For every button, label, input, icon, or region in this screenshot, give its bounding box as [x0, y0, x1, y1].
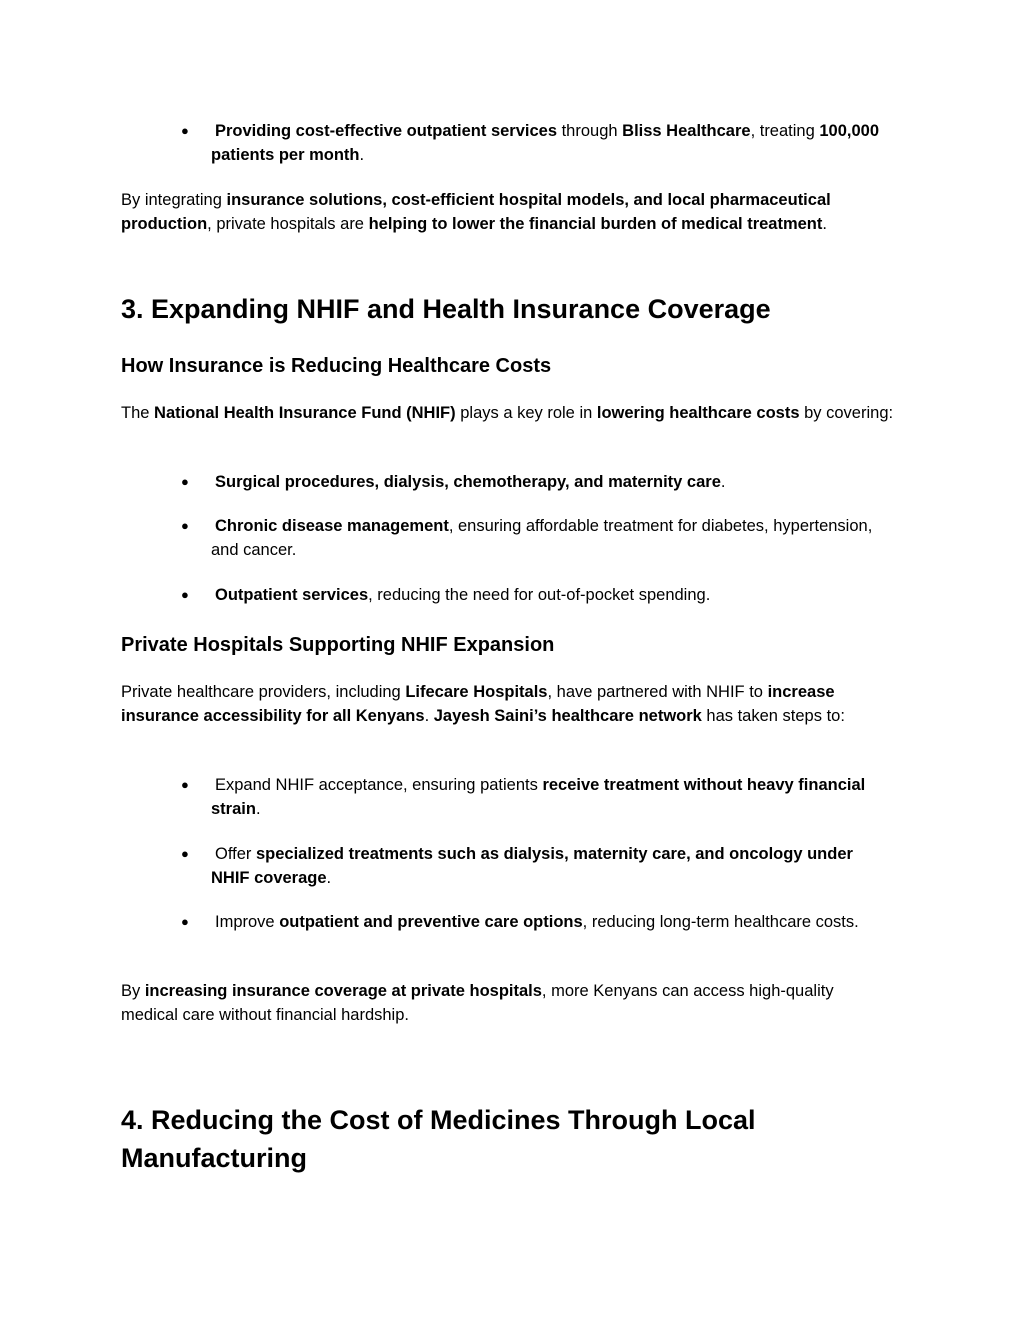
bold-text: Chronic disease management [215, 517, 449, 535]
text: The [121, 404, 155, 422]
bold-text: outpatient and preventive care options [279, 913, 583, 931]
list-item-text [181, 119, 881, 167]
bullet-icon: ● [181, 914, 189, 929]
bold-text: Bliss Healthcare [622, 122, 751, 140]
text: Private healthcare providers, including [121, 683, 406, 701]
bold-text: Providing cost-effective outpatient services [215, 122, 558, 140]
text: Improve [215, 913, 280, 931]
section-heading: 3. Expanding NHIF and Health Insurance Coverage [121, 294, 771, 324]
text: . [822, 215, 827, 233]
list-item-text [181, 910, 881, 934]
section-heading: 4. Reducing the Cost of Medicines Through Local Manufacturing [121, 1105, 756, 1173]
bullet-icon: ● [181, 846, 189, 861]
bold-text: lowering healthcare costs [596, 404, 800, 422]
bold-text: increase insurance accessibility for all Kenyans [121, 683, 835, 725]
bullet-icon: ● [181, 587, 189, 602]
list-item [181, 842, 881, 890]
text: , private hospitals are [207, 215, 369, 233]
list-item [181, 910, 881, 934]
text: through [557, 122, 623, 140]
text: Offer [215, 845, 256, 863]
text: By [121, 982, 145, 1000]
list-item [181, 773, 881, 821]
bold-text: 100,000 patients per month [211, 122, 880, 164]
text: Expand NHIF acceptance, ensuring patients [215, 776, 543, 794]
text: . [720, 473, 726, 491]
bold-text: specialized treatments such as dialysis, maternity care, and oncology under NHIF coverage [211, 845, 853, 887]
text: by covering: [799, 404, 894, 422]
text: , ensuring affordable treatment for diabetes, hypertension, and cancer. [211, 517, 873, 559]
list-item [181, 119, 881, 167]
text: plays a key role in [455, 404, 597, 422]
bold-text: Lifecare Hospitals [405, 683, 548, 701]
bullet-icon: ● [181, 474, 189, 489]
list-item-text [181, 773, 881, 821]
list-item [181, 514, 881, 562]
bold-text: Jayesh Saini’s healthcare network [433, 707, 702, 725]
paragraph-closing [121, 979, 841, 1027]
bold-text: National Health Insurance Fund (NHIF) [154, 404, 456, 422]
bullet-icon: ● [181, 518, 189, 533]
bullet-icon: ● [181, 123, 189, 138]
bold-text: Surgical procedures, dialysis, chemotherapy, and maternity care [215, 473, 721, 491]
bold-text: receive treatment without heavy financial strain [211, 776, 866, 818]
text: , have partnered with NHIF to [547, 683, 768, 701]
text: . [326, 869, 332, 887]
list-item-text [181, 842, 881, 890]
text: . [359, 146, 365, 164]
paragraph-nhif-intro [121, 401, 911, 425]
bold-text: increasing insurance coverage at private hospitals [144, 982, 542, 1000]
bullet-icon: ● [181, 777, 189, 792]
text: . [255, 800, 261, 818]
text: , treating [750, 122, 820, 140]
text: , more Kenyans can access high-quality medical care without financial hardship. [121, 982, 834, 1024]
list-item [181, 583, 881, 607]
text: , reducing long-term healthcare costs. [582, 913, 859, 931]
bold-text: Outpatient services [215, 586, 369, 604]
bold-text: insurance solutions, cost-efficient hospital models, and local pharmaceutical production [121, 191, 831, 233]
list-item-text [181, 514, 881, 562]
text: . [424, 707, 434, 725]
list-item [181, 470, 881, 494]
bold-text: helping to lower the financial burden of medical treatment [368, 215, 823, 233]
list-item-text [181, 583, 881, 607]
text: , reducing the need for out-of-pocket spending. [368, 586, 711, 604]
paragraph-integrating [121, 188, 911, 236]
text: has taken steps to: [701, 707, 845, 725]
subsection-heading: Private Hospitals Supporting NHIF Expansion [121, 634, 555, 656]
text: By integrating [121, 191, 227, 209]
list-item-text [181, 470, 881, 494]
paragraph-private-hospitals [121, 680, 911, 728]
subsection-heading: How Insurance is Reducing Healthcare Costs [121, 355, 552, 377]
